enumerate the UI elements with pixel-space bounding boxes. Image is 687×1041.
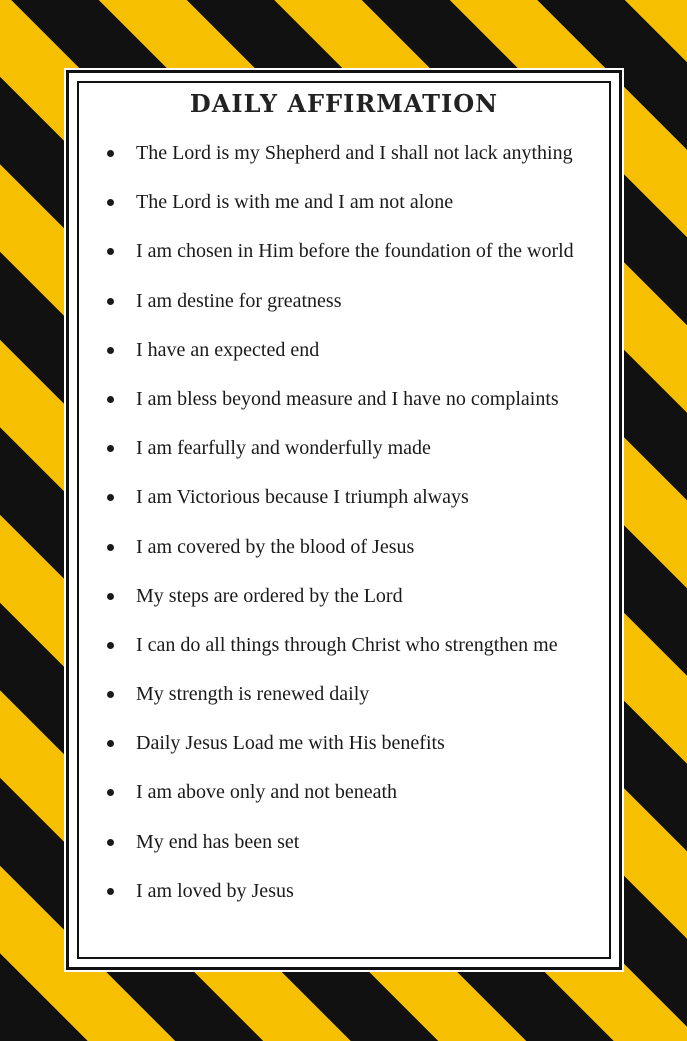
list-item-text: Daily Jesus Load me with His benefits — [136, 732, 445, 755]
bullet-icon — [107, 691, 114, 698]
bullet-icon — [107, 544, 114, 551]
bullet-icon — [107, 593, 114, 600]
bullet-icon — [107, 199, 114, 206]
bullet-icon — [107, 839, 114, 846]
list-item-text: I am covered by the blood of Jesus — [136, 535, 415, 558]
list-item — [69, 227, 619, 276]
list-item-text: I am chosen in Him before the foundation of the world — [136, 240, 574, 263]
list-item-text: I am bless beyond measure and I have no complaints — [136, 387, 559, 410]
bullet-icon — [107, 494, 114, 501]
list-item — [69, 719, 619, 768]
list-item-text: I have an expected end — [136, 338, 320, 361]
list-item — [69, 523, 619, 572]
list-item — [69, 326, 619, 375]
list-item — [69, 867, 619, 916]
list-item-text: I can do all things through Christ who strengthen me — [136, 633, 558, 656]
bullet-icon — [107, 150, 114, 157]
list-item — [69, 424, 619, 473]
list-item — [69, 572, 619, 621]
list-item-text: The Lord is with me and I am not alone — [136, 191, 454, 214]
list-item — [69, 178, 619, 227]
list-item — [69, 129, 619, 178]
bullet-icon — [107, 298, 114, 305]
bullet-icon — [107, 642, 114, 649]
list-item-text: I am above only and not beneath — [136, 781, 398, 804]
bullet-icon — [107, 248, 114, 255]
list-item — [69, 473, 619, 522]
bullet-icon — [107, 888, 114, 895]
list-item — [69, 375, 619, 424]
affirmation-list — [69, 129, 619, 916]
list-item-text: I am destine for greatness — [136, 289, 342, 312]
list-item — [69, 621, 619, 670]
list-item-text: My end has been set — [136, 830, 300, 853]
list-item-text: I am fearfully and wonderfully made — [136, 437, 431, 460]
bullet-icon — [107, 396, 114, 403]
list-item-text: I am Victorious because I triumph always — [136, 486, 469, 509]
list-item-text: The Lord is my Shepherd and I shall not lack anything — [136, 142, 573, 164]
list-item-text: My steps are ordered by the Lord — [136, 584, 403, 607]
list-item — [69, 277, 619, 326]
list-item-text: I am loved by Jesus — [136, 879, 294, 902]
bullet-icon — [107, 347, 114, 354]
bullet-icon — [107, 789, 114, 796]
list-item-text: My strength is renewed daily — [136, 683, 370, 706]
bullet-icon — [107, 445, 114, 452]
list-item — [69, 670, 619, 719]
affirmation-card — [66, 70, 622, 970]
page-title: DAILY AFFIRMATION — [189, 89, 499, 118]
bullet-icon — [107, 740, 114, 747]
list-item — [69, 768, 619, 817]
list-item — [69, 818, 619, 867]
